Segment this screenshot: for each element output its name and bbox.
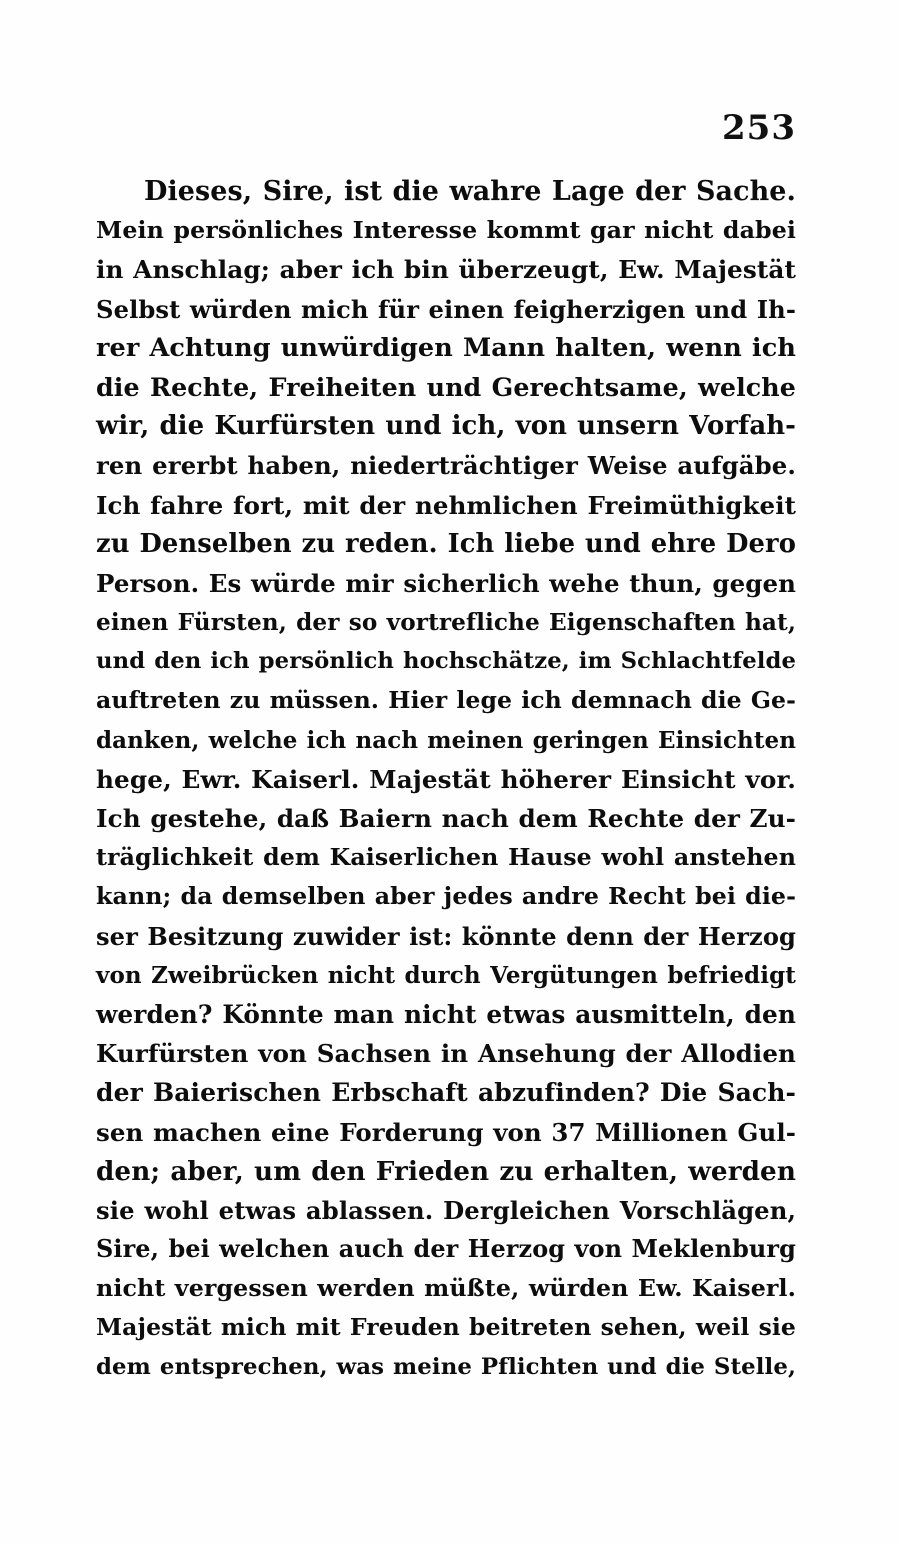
text-line: einen Fürsten, der so vortrefliche Eigenschaften hat, [96, 609, 796, 637]
text-line: danken, welche ich nach meinen geringen Einsichten [96, 726, 796, 754]
text-line: sie wohl etwas ablassen. Dergleichen Vorschlägen, [96, 1195, 796, 1225]
text-line: Sire, bei welchen auch der Herzog von Meklenburg [96, 1235, 796, 1264]
text-line: Ich fahre fort, mit der nehmlichen Freimüthigkeit [96, 490, 796, 520]
text-line: hege, Ewr. Kaiserl. Majestät höherer Einsicht vor. [96, 764, 796, 794]
text-line: rer Achtung unwürdigen Mann halten, wenn ich [96, 332, 796, 363]
text-line: nicht vergessen werden müßte, würden Ew. Kaiserl. [96, 1274, 796, 1303]
text-line: werden? Könnte man nicht etwas ausmitteln, den [96, 999, 796, 1029]
text-line: Person. Es würde mir sicherlich wehe thun, gegen [96, 568, 796, 598]
text-line: sen machen eine Forderung von 37 Millionen Gul- [96, 1117, 796, 1147]
text-line: wir, die Kurfürsten und ich, von unsern Vorfah- [96, 411, 796, 442]
text-line: kann; da demselben aber jedes andre Recht bei die- [96, 882, 796, 911]
text-line: und den ich persönlich hochschätze, im Schlachtfelde [96, 648, 796, 675]
text-line: ren ererbt haben, niederträchtiger Weise aufgäbe. [96, 451, 796, 481]
body-text [96, 172, 796, 1387]
text-line: dem entsprechen, was meine Pflichten und die Stelle, [96, 1353, 796, 1380]
text-line: träglichkeit dem Kaiserlichen Hause wohl anstehen [96, 843, 796, 872]
text-line: Selbst würden mich für einen feigherzigen und Ih- [96, 294, 796, 324]
text-line: in Anschlag; aber ich bin überzeugt, Ew. Majestät [96, 255, 796, 285]
text-line: die Rechte, Freiheiten und Gerechtsame, welche [96, 371, 796, 402]
text-line: zu Denselben zu reden. Ich liebe und ehre Dero [96, 528, 796, 559]
page-number: 253 [722, 108, 796, 148]
text-line: auftreten zu müssen. Hier lege ich demnach die Ge- [96, 686, 796, 715]
text-line: ser Besitzung zuwider ist: könnte denn der Herzog [96, 921, 796, 951]
text-line: Kurfürsten von Sachsen in Ansehung der Allodien [96, 1039, 796, 1069]
text-line: Ich gestehe, daß Baiern nach dem Rechte der Zu- [96, 804, 796, 833]
text-line: Majestät mich mit Freuden beitreten sehen, weil sie [96, 1313, 796, 1342]
text-line: den; aber, um den Frieden zu erhalten, werden [96, 1155, 796, 1187]
text-line: der Baierischen Erbschaft abzufinden? Die Sach- [96, 1078, 796, 1108]
text-line: Dieses, Sire, ist die wahre Lage der Sache. [144, 176, 796, 207]
text-line: von Zweibrücken nicht durch Vergütungen befriedigt [96, 961, 796, 989]
text-line: Mein persönliches Interesse kommt gar nicht dabei [96, 216, 796, 245]
